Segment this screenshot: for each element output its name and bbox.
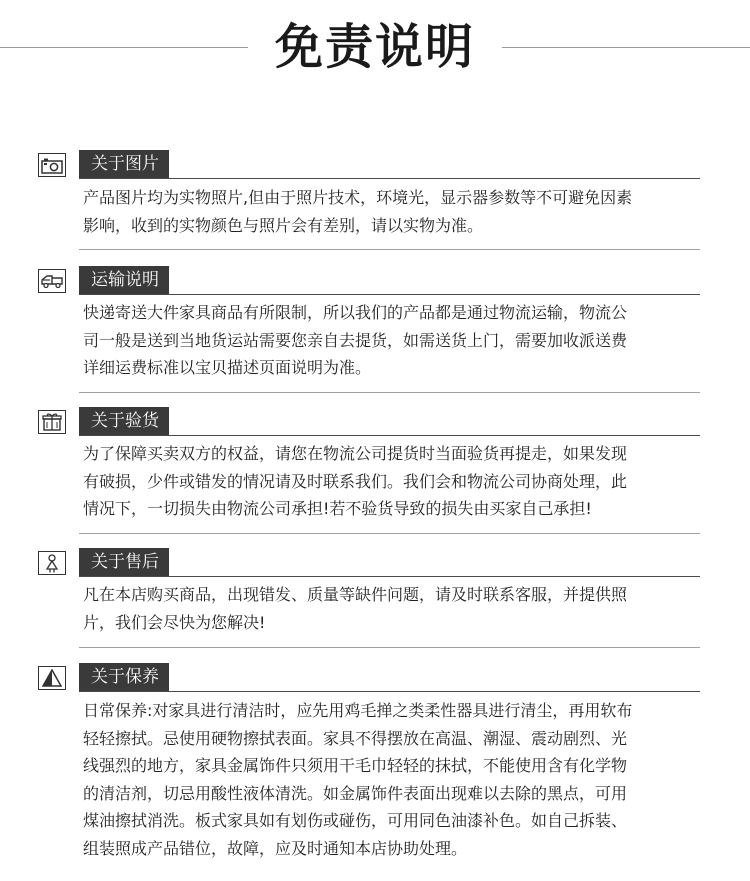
section-body: [83, 440, 673, 523]
body-line: 产品图片均为实物照片,但由于照片技术，环境光，显示器参数等不可避免因素: [83, 188, 633, 207]
section-divider: [79, 533, 700, 534]
truck-icon: [38, 269, 66, 293]
body-line: 有破损，少件或错发的情况请及时联系我们。我们会和物流公司协商处理，此: [83, 471, 628, 491]
section-heading: 关于售后: [79, 548, 169, 576]
heading-underline: [79, 294, 700, 295]
body-line: 快递寄送大件家具商品有所限制，所以我们的产品都是通过物流运输，物流公: [83, 303, 628, 322]
section-body: [83, 299, 673, 382]
body-line: 影响，收到的实物颜色与照片会有差别，请以实物为准。: [83, 215, 484, 235]
body-line: 的清洁剂，切忌用酸性液体清洗。如金属饰件表面出现难以去除的黑点，可用: [83, 783, 628, 803]
section-divider: [79, 647, 700, 648]
page-header: [0, 0, 750, 100]
section-body: [83, 697, 673, 862]
section-divider: [79, 392, 700, 393]
body-line: 日常保养:对家具进行清洁时，应先用鸡毛掸之类柔性器具进行清尘，再用软布: [83, 701, 633, 720]
heading-underline: [79, 435, 700, 436]
section-divider: [79, 249, 700, 250]
heading-underline: [79, 178, 700, 179]
section-heading: 关于验货: [79, 407, 169, 435]
section-heading: 关于图片: [79, 150, 169, 178]
body-line: 司一般是送到当地货运站需要您亲自去提货，如需送货上门，需要加收派送费: [83, 330, 628, 350]
body-line: 凡在本店购买商品，出现错发、质量等缺件问题，请及时联系客服，并提供照: [83, 585, 628, 604]
page-title: 免责说明: [274, 19, 475, 75]
body-line: 详细运费标准以宝贝描述页面说明为准。: [83, 358, 372, 377]
body-line: 煤油擦拭消洗。板式家具如有划伤或碰伤，可用同色油漆补色。如自己拆装、: [83, 811, 628, 830]
header-rule-left: [0, 47, 248, 48]
section-body: [83, 184, 673, 239]
heading-underline: [79, 576, 700, 577]
body-line: 情况下，一切损失由物流公司承担!若不验货导致的损失由买家自己承担!: [83, 499, 592, 518]
body-line: 线强烈的地方，家具金属饰件只须用干毛巾轻轻的抹拭，不能使用含有化学物: [83, 756, 628, 775]
warning-icon: [38, 666, 66, 690]
person-icon: [38, 551, 66, 575]
header-rule-right: [502, 47, 750, 48]
body-line: 组装照成产品错位，故障，应及时通知本店协助处理。: [83, 838, 468, 858]
body-line: 轻轻擦拭。忌使用硬物擦拭表面。家具不得摆放在高温、潮湿、震动剧烈、光: [83, 728, 628, 748]
package-icon: [38, 410, 66, 434]
section-heading: 运输说明: [79, 266, 169, 294]
section-heading: 关于保养: [79, 663, 169, 691]
body-line: 为了保障买卖双方的权益，请您在物流公司提货时当面验货再提走，如果发现: [83, 444, 628, 463]
camera-icon: [38, 153, 66, 177]
heading-underline: [79, 691, 700, 692]
body-line: 片，我们会尽快为您解决!: [83, 612, 266, 632]
section-body: [83, 581, 673, 636]
